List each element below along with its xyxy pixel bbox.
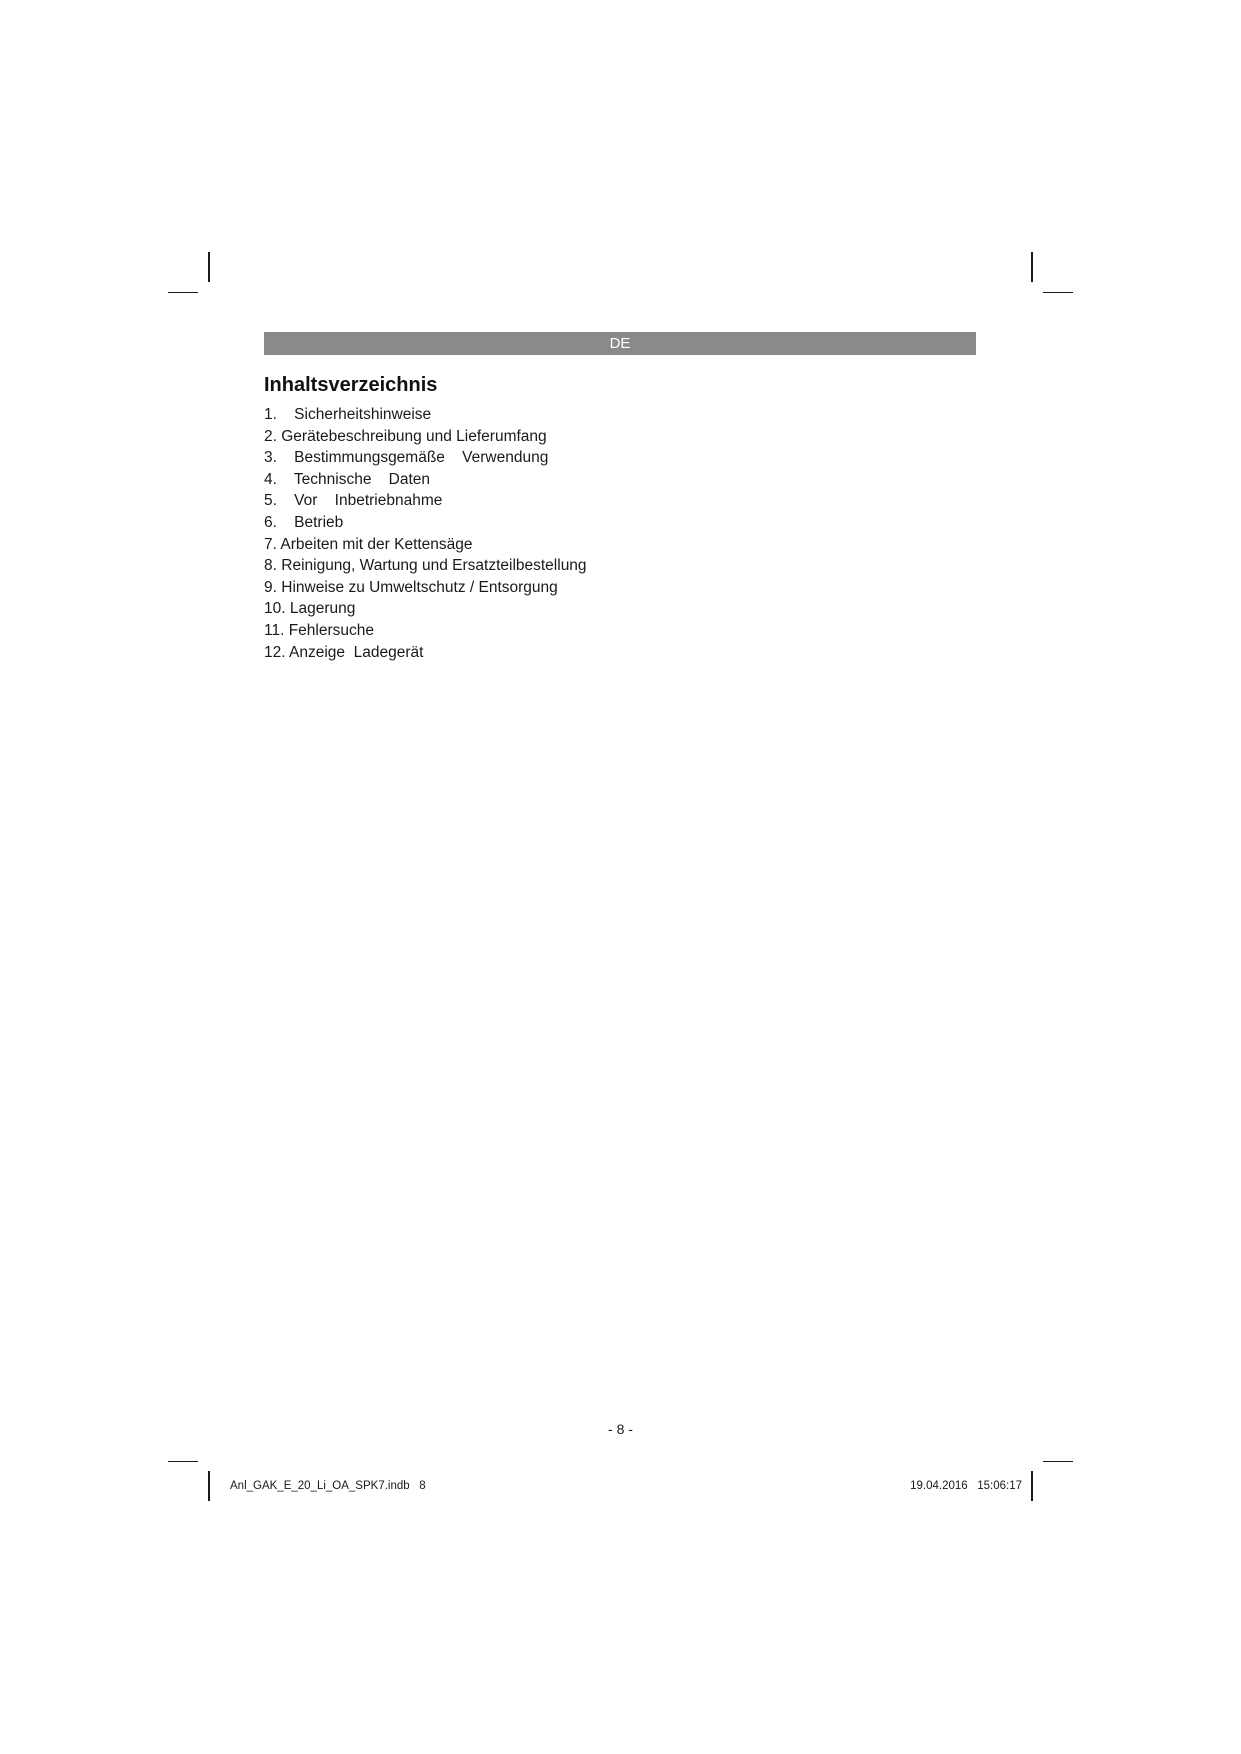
toc-item-text: Bestimmungsgemäße Verwendung <box>294 449 549 467</box>
toc-item-text: Lagerung <box>289 600 356 618</box>
toc-item-text: Hinweise zu Umweltschutz / Entsorgung <box>281 578 558 596</box>
page-number: - 8 - <box>608 1421 633 1437</box>
toc-item-number: 2. <box>264 427 277 445</box>
toc-item-number: 12. <box>264 643 286 661</box>
toc-title: Inhaltsverzeichnis <box>264 374 438 396</box>
footer-timestamp: 19.04.2016 15:06:17 <box>910 1480 1022 1492</box>
toc-item-text: Technische Daten <box>293 470 431 488</box>
toc-item-10 <box>264 598 587 620</box>
crop-mark-bottom-left-horizontal <box>168 1461 198 1462</box>
toc-item-7 <box>264 534 587 556</box>
toc-item-11 <box>264 620 587 642</box>
toc-item-6 <box>264 512 587 534</box>
toc-item-8 <box>264 555 587 577</box>
toc-item-4 <box>264 469 587 491</box>
toc-item-number: 10. <box>264 600 286 618</box>
crop-mark-bottom-left-vertical <box>208 1471 210 1501</box>
crop-mark-top-left-vertical <box>208 252 210 282</box>
language-label: DE <box>609 335 631 352</box>
toc-item-text: Betrieb <box>294 513 344 531</box>
toc-item-number: 3. <box>264 449 277 467</box>
toc-item-number: 7. <box>264 535 277 553</box>
toc-item-number: 4. <box>264 470 277 488</box>
toc-item-text: Vor Inbetriebnahme <box>294 492 443 510</box>
toc-item-text: Fehlersuche <box>288 621 375 639</box>
toc-item-number: 8. <box>264 557 277 575</box>
footer-file-name: Anl_GAK_E_20_Li_OA_SPK7.indb 8 <box>230 1480 426 1492</box>
toc-list <box>264 404 587 663</box>
crop-mark-top-left-horizontal <box>168 292 198 293</box>
toc-item-3 <box>264 447 587 469</box>
crop-mark-bottom-right-vertical <box>1031 1471 1033 1501</box>
toc-item-text: Sicherheitshinweise <box>294 406 432 423</box>
crop-mark-top-right-vertical <box>1031 252 1033 282</box>
toc-item-number: 5. <box>264 492 277 510</box>
toc-item-1 <box>264 404 587 426</box>
toc-item-number: 1. <box>264 406 277 423</box>
toc-item-text: Anzeige Ladegerät <box>289 643 424 661</box>
language-header-bar <box>264 332 976 355</box>
toc-item-text: Reinigung, Wartung und Ersatzteilbestellung <box>281 557 587 575</box>
toc-item-9 <box>264 577 587 599</box>
crop-mark-top-right-horizontal <box>1043 292 1073 293</box>
toc-item-text: Arbeiten mit der Kettensäge <box>280 535 473 553</box>
toc-item-number: 11. <box>264 621 285 639</box>
crop-mark-bottom-right-horizontal <box>1043 1461 1073 1462</box>
toc-item-12 <box>264 642 587 664</box>
toc-item-text: Gerätebeschreibung und Lieferumfang <box>281 427 547 445</box>
toc-item-number: 9. <box>264 578 277 596</box>
toc-item-2 <box>264 426 587 448</box>
toc-item-5 <box>264 490 587 512</box>
toc-item-number: 6. <box>264 513 277 531</box>
